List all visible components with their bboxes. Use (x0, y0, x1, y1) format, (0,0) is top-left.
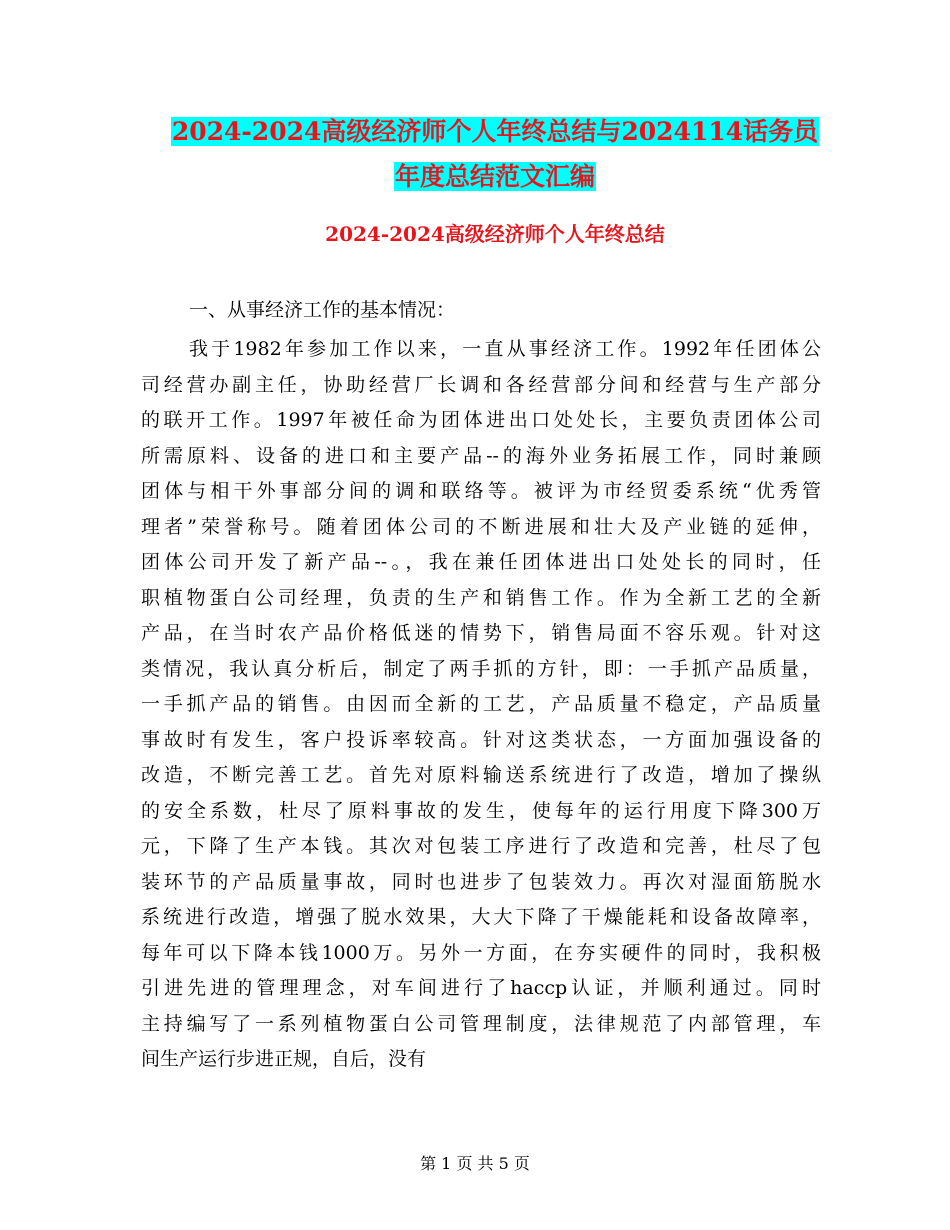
document-title-line-2: 年度总结范文汇编 (394, 162, 595, 191)
paragraph-line: 团体公司开发了新产品--。，我在兼任团体进出口处处长的同时，任 (141, 551, 821, 573)
paragraph-line: 司经营办副主任，协助经营厂长调和各经营部分间和经营与生产部分 (141, 373, 821, 396)
paragraph-line: 一手抓产品的销售。由因而全新的工艺，产品质量不稳定，产品质量 (141, 693, 821, 715)
section-title: 2024-2024高级经济师个人年终总结 (325, 222, 665, 246)
paragraph-line: 理者”荣誉称号。随着团体公司的不断进展和壮大及产业链的延伸， (141, 515, 821, 538)
paragraph-line: 事故时有发生，客户投诉率较高。针对这类状态，一方面加强设备的 (141, 728, 821, 751)
paragraph-line: 所需原料、设备的进口和主要产品--的海外业务拓展工作，同时兼顾 (141, 444, 821, 467)
paragraph-line: 系统进行改造，增强了脱水效果，大大下降了干燥能耗和设备故障率， (141, 906, 821, 928)
paragraph-line: 产品，在当时农产品价格低迷的情势下，销售局面不容乐观。针对这 (141, 622, 821, 644)
paragraph-line: 的安全系数，杜尽了原料事故的发生，使每年的运行用度下降300万 (141, 799, 821, 822)
paragraph-line: 引进先进的管理理念，对车间进行了haccp认证，并顺利通过。同时 (141, 977, 821, 999)
page-footer: 第 1 页 共 5 页 (420, 1154, 530, 1173)
paragraph-line: 间生产运行步进正规，自后，没有 (141, 1048, 427, 1070)
body-paragraph (141, 332, 821, 1078)
paragraph-line: 装环节的产品质量事故，同时也进步了包装效力。再次对湿面筋脱水 (141, 870, 821, 893)
paragraph-line: 元，下降了生产本钱。其次对包装工序进行了改造和完善，杜尽了包 (141, 835, 821, 857)
document-title (140, 109, 850, 199)
document-title-line-1: 2024-2024高级经济师个人年终总结与2024114话务员 (171, 117, 819, 146)
section-heading: 一、从事经济工作的基本情况： (189, 299, 456, 321)
paragraph-line: 我于1982年参加工作以来，一直从事经济工作。1992年任团体公 (189, 338, 821, 360)
paragraph-line: 主持编写了一系列植物蛋白公司管理制度，法律规范了内部管理，车 (141, 1012, 821, 1035)
paragraph-line: 职植物蛋白公司经理，负责的生产和销售工作。作为全新工艺的全新 (141, 586, 821, 609)
paragraph-line: 类情况，我认真分析后，制定了两手抓的方针，即：一手抓产品质量， (141, 657, 821, 680)
paragraph-line: 团体与相干外事部分间的调和联络等。被评为市经贸委系统“优秀管 (141, 480, 821, 502)
paragraph-line: 的联开工作。1997年被任命为团体进出口处处长，主要负责团体公司 (141, 409, 821, 431)
paragraph-line: 每年可以下降本钱1000万。另外一方面，在夯实硬件的同时，我积极 (141, 941, 821, 964)
paragraph-line: 改造，不断完善工艺。首先对原料输送系统进行了改造，增加了操纵 (141, 764, 821, 786)
